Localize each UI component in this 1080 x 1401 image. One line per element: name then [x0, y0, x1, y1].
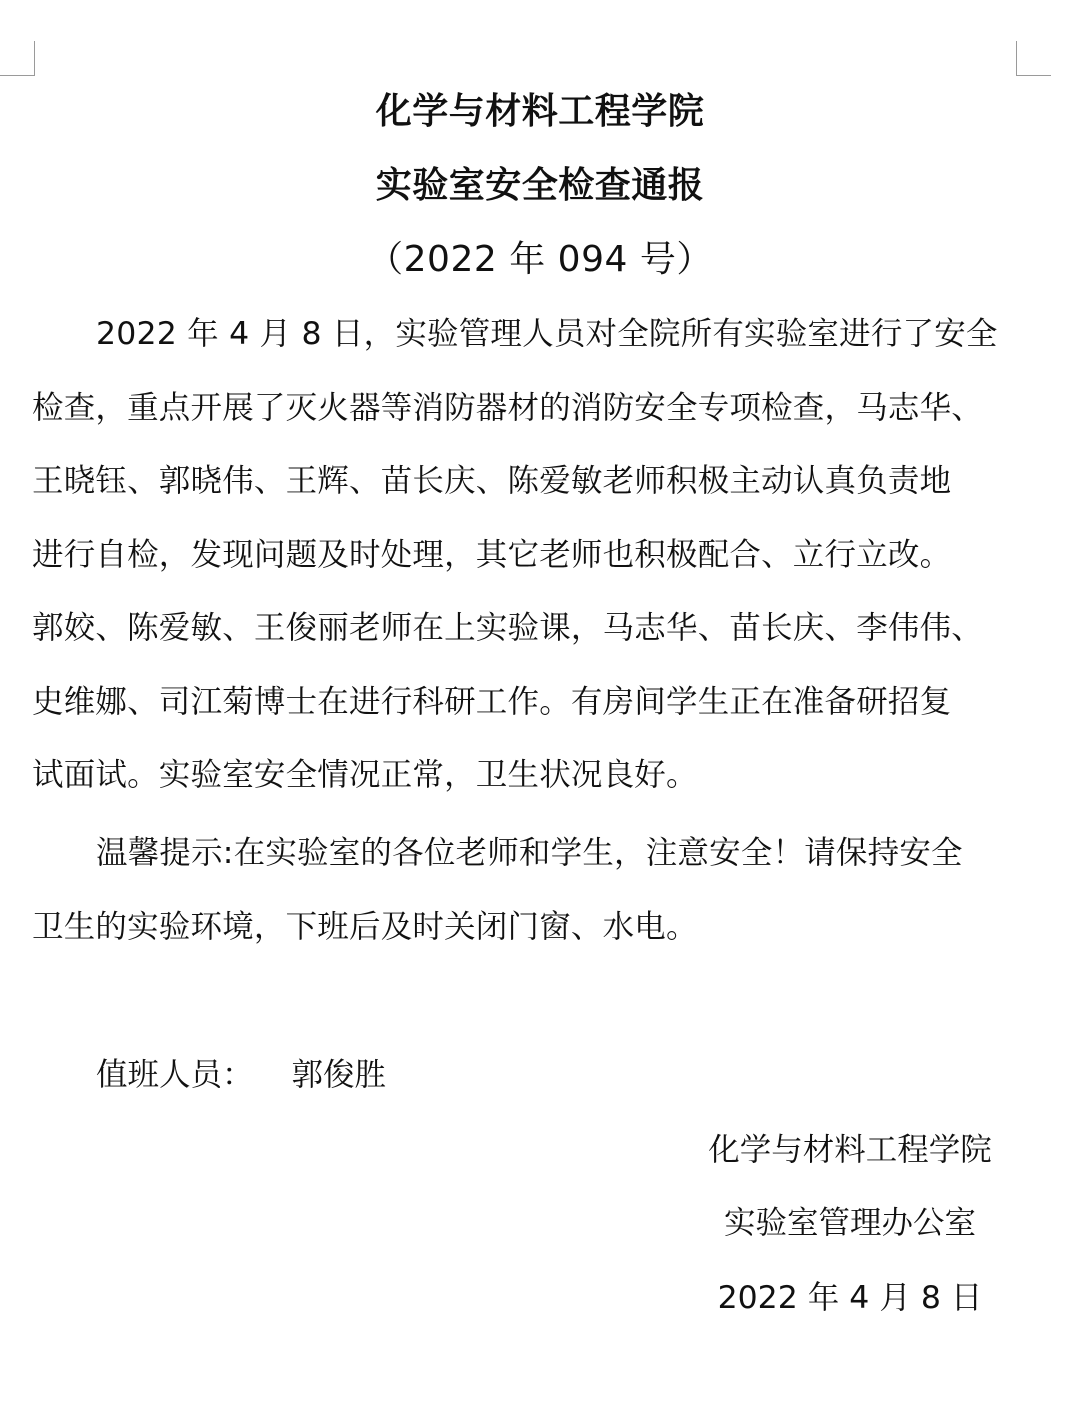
reminder-paragraph — [32, 817, 1032, 964]
paragraph-line: 2022 年 4 月 8 日，实验管理人员对全院所有实验室进行了安全 — [96, 316, 998, 352]
page-corner-mark-top-right — [1016, 41, 1051, 76]
paragraph-line: 卫生的实验环境，下班后及时关闭门窗、水电。 — [32, 908, 698, 945]
signature-org: 化学与材料工程学院 — [708, 1132, 992, 1168]
duty-officer — [96, 1050, 386, 1100]
duty-label: 值班人员： — [96, 1057, 254, 1093]
paragraph-line: 王晓钰、郭晓伟、王辉、苗长庆、陈爱敏老师积极主动认真负责地 — [32, 463, 952, 499]
duty-name: 郭俊胜 — [291, 1057, 387, 1093]
document-title: 化学与材料工程学院 — [375, 91, 705, 132]
paragraph-line: 检查，重点开展了灭火器等消防器材的消防安全专项检查，马志华、 — [32, 389, 984, 426]
document-number: （2022 年 094 号） — [367, 239, 713, 280]
report-paragraph — [32, 298, 1032, 813]
paragraph-line: 试面试。实验室安全情况正常，卫生状况良好。 — [32, 757, 698, 793]
document-subtitle: 实验室安全检查通报 — [375, 165, 705, 206]
paragraph-line: 进行自检，发现问题及时处理，其它老师也积极配合、立行立改。 — [32, 536, 952, 573]
paragraph-line: 郭姣、陈爱敏、王俊丽老师在上实验课，马志华、苗长庆、李伟伟、 — [32, 610, 984, 646]
paragraph-line: 温馨提示:在实验室的各位老师和学生，注意安全！请保持安全 — [96, 835, 963, 871]
page-corner-mark-top-left — [0, 41, 35, 76]
signature-office: 实验室管理办公室 — [723, 1205, 976, 1241]
signature-date: 2022 年 4 月 8 日 — [717, 1280, 983, 1316]
paragraph-line: 史维娜、司江菊博士在进行科研工作。有房间学生正在准备研招复 — [32, 683, 952, 720]
